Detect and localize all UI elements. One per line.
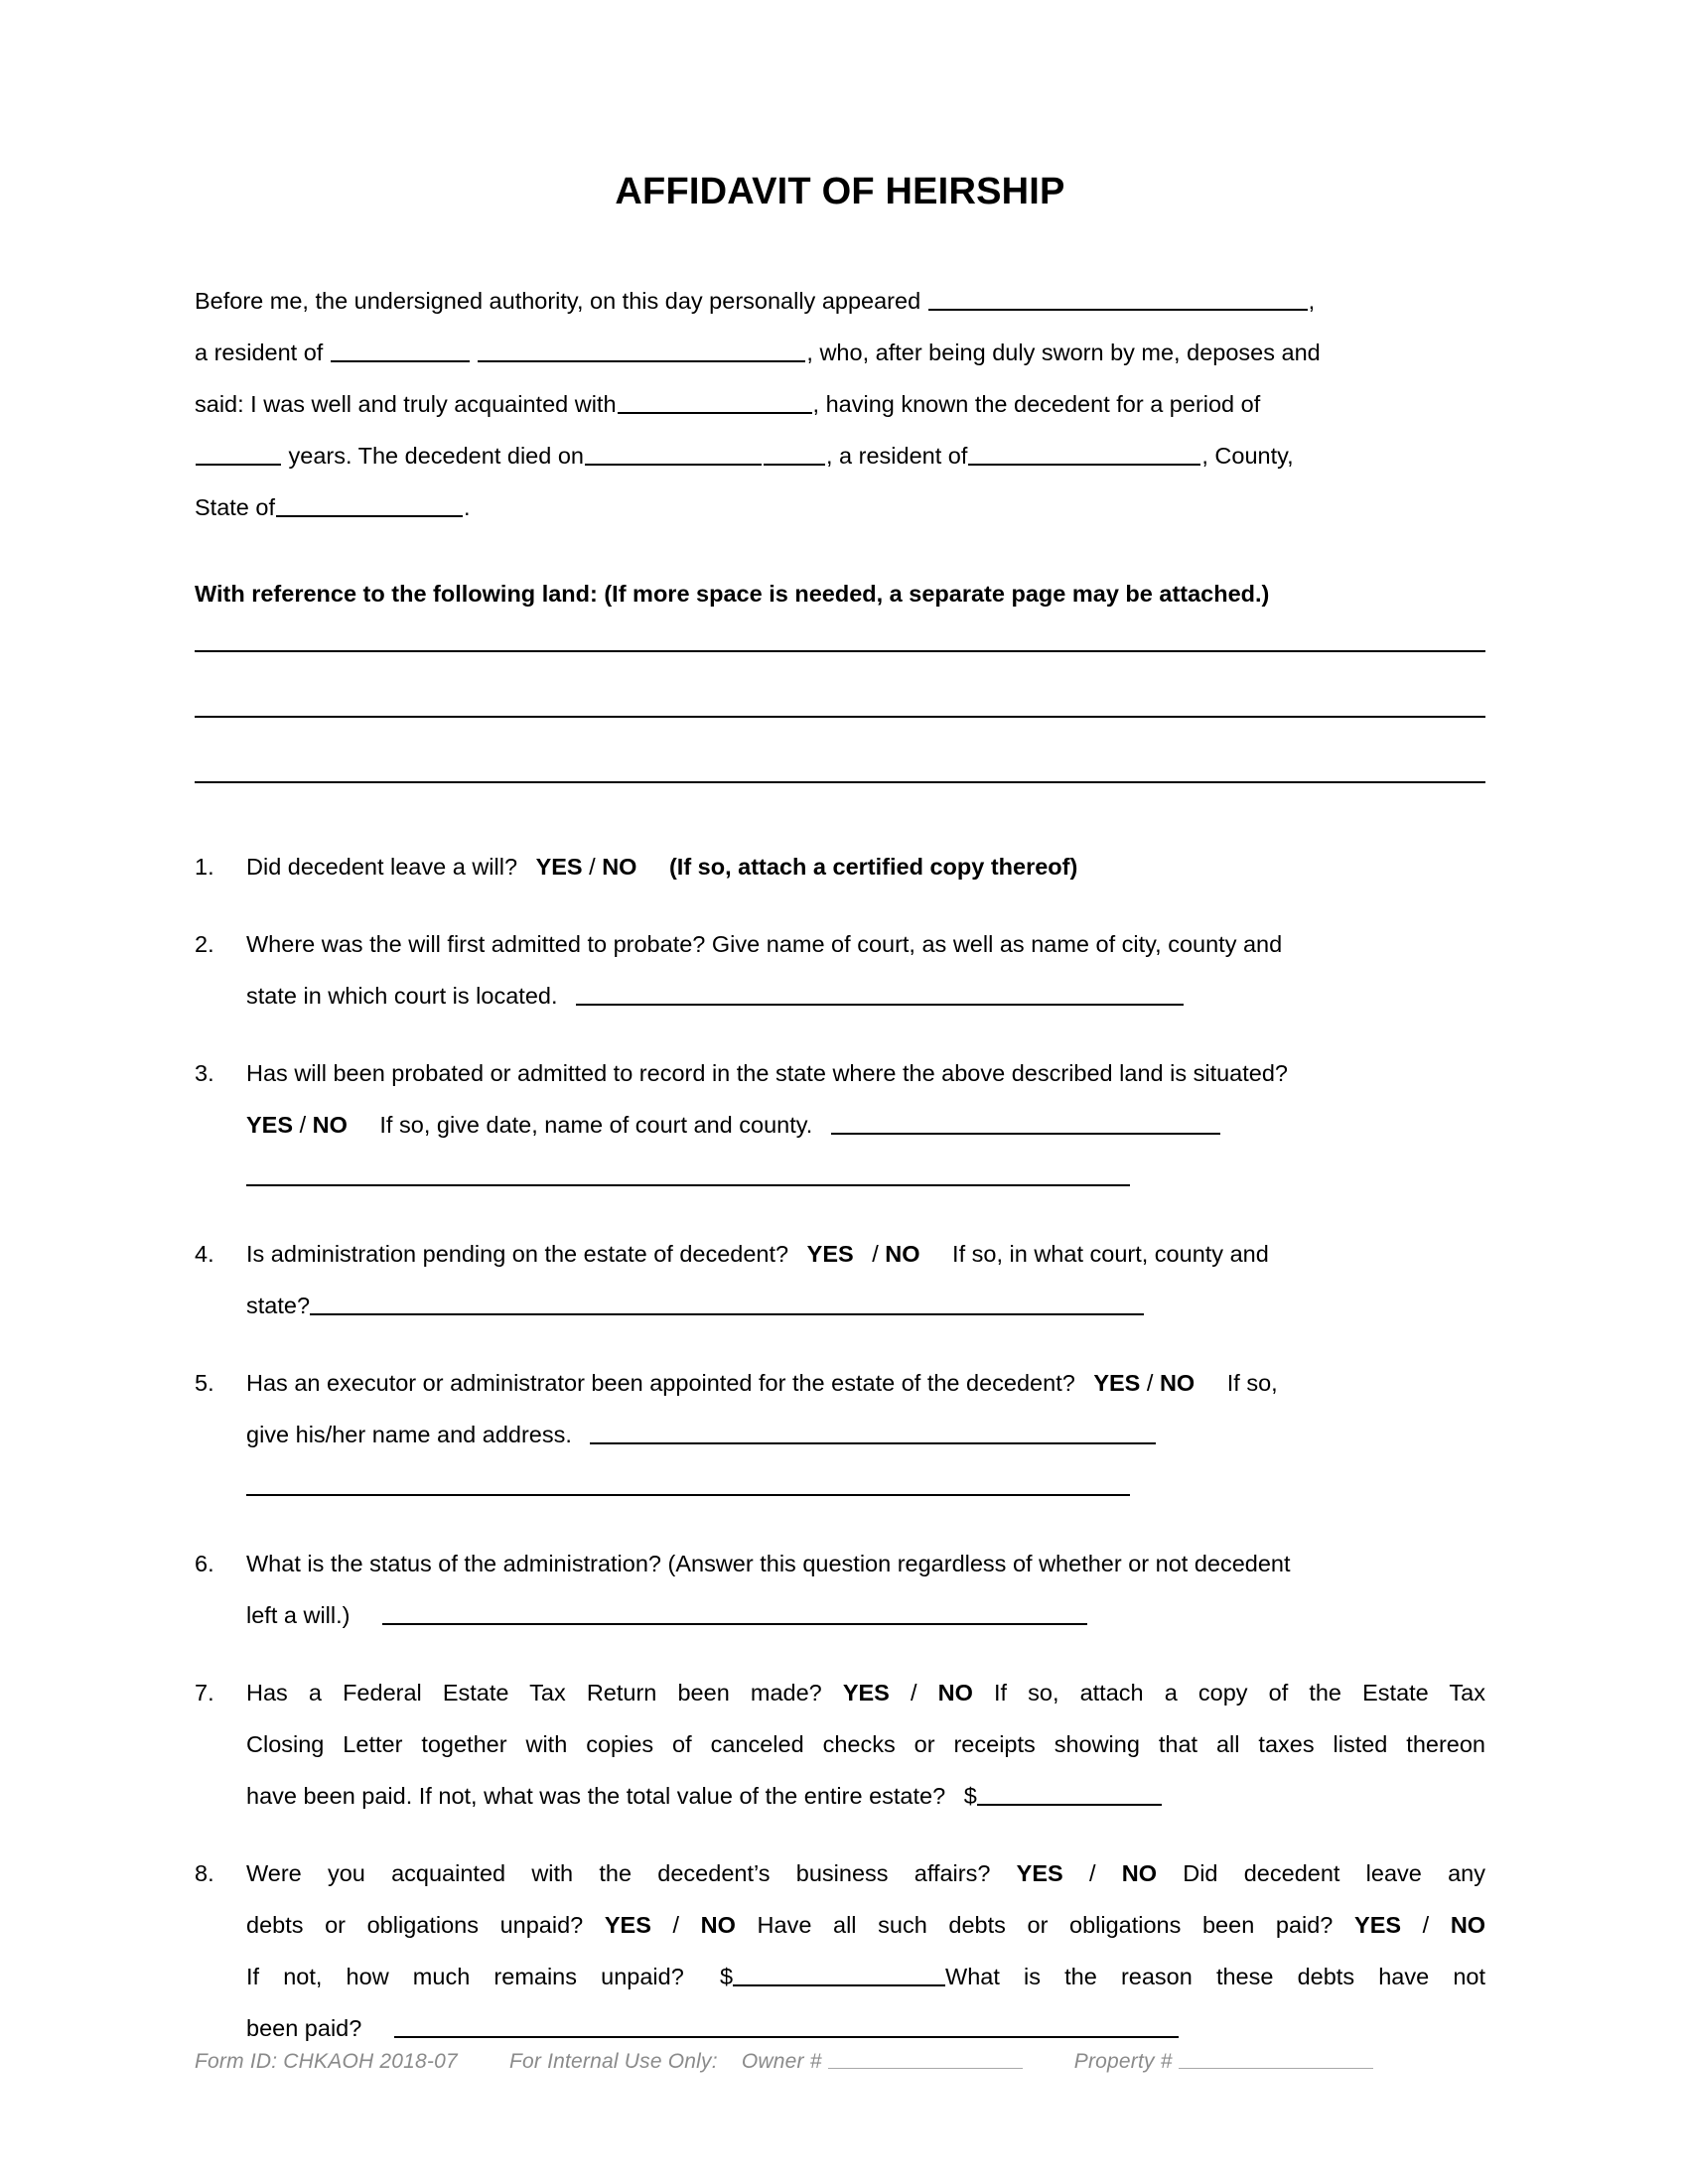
- intro-line-5: [195, 481, 1485, 533]
- land-description-line-2[interactable]: [195, 716, 1485, 718]
- question-8-line-4-text: been paid?: [246, 2015, 362, 2041]
- question-3-line-3: [246, 1151, 1485, 1202]
- land-reference-note: With reference to the following land: (If more space is needed, a separate page may be attached.): [195, 581, 1270, 607]
- fill-blank-years[interactable]: [196, 442, 281, 466]
- question-body-2: [246, 918, 1485, 1022]
- question-2-line-1: Where was the will first admitted to probate? Give name of court, as well as name of city, county and: [246, 931, 1283, 957]
- question-item-3: [195, 1047, 1485, 1202]
- answer-blank-q5-b[interactable]: [246, 1472, 1130, 1496]
- intro-line-2-text-b: , who, after being duly sworn by me, deposes and: [806, 340, 1321, 365]
- question-5-text-a: Has an executor or administrator been appointed for the estate of the decedent?: [246, 1370, 1075, 1396]
- question-8-yes-3[interactable]: YES: [1354, 1912, 1402, 1938]
- answer-blank-q3-b[interactable]: [246, 1162, 1130, 1186]
- question-4-no[interactable]: NO: [885, 1241, 920, 1267]
- intro-line-4-text-a: years. The decedent died on: [288, 443, 584, 469]
- question-number-3: 3.: [195, 1060, 214, 1086]
- intro-line-1-text-b: ,: [1308, 288, 1316, 314]
- question-body-5: [246, 1357, 1485, 1512]
- footer-property-blank[interactable]: [1179, 2050, 1373, 2069]
- question-6-line-2-text: left a will.): [246, 1602, 351, 1628]
- question-1-slash: /: [589, 854, 596, 880]
- question-item-4: [195, 1228, 1485, 1331]
- question-4-slash: /: [872, 1241, 879, 1267]
- question-body-3: [246, 1047, 1485, 1202]
- land-description-lines: [195, 650, 1485, 783]
- question-number-6: 6.: [195, 1551, 214, 1576]
- question-7-line-2: Closing Letter together with copies of canceled checks or receipts showing that all taxes listed thereon: [246, 1731, 1485, 1757]
- fill-blank-residence-1[interactable]: [331, 339, 470, 362]
- intro-line-3-text-a: said: I was well and truly acquainted with: [195, 391, 617, 417]
- question-body-7: [246, 1667, 1485, 1822]
- question-item-7: [195, 1667, 1485, 1822]
- question-8-no-2[interactable]: NO: [700, 1912, 736, 1938]
- question-5-slash: /: [1146, 1370, 1154, 1396]
- question-8-yes-1[interactable]: YES: [1016, 1860, 1063, 1886]
- question-1-text-b: (If so, attach a certified copy thereof): [668, 854, 1078, 880]
- question-3-no[interactable]: NO: [312, 1112, 348, 1138]
- intro-line-4-text-c: , County,: [1201, 443, 1294, 469]
- question-body-8: [246, 1847, 1485, 2054]
- land-description-line-1[interactable]: [195, 650, 1485, 652]
- question-7-line-1: [246, 1667, 1485, 1718]
- question-6-line-2: [246, 1589, 1485, 1641]
- land-description-line-3[interactable]: [195, 781, 1485, 783]
- question-5-no[interactable]: NO: [1159, 1370, 1196, 1396]
- question-5-line-1: [246, 1357, 1485, 1409]
- intro-paragraph: [195, 275, 1485, 533]
- question-7-line-3-text: have been paid. If not, what was the total value of the entire estate?: [246, 1783, 946, 1809]
- fill-blank-state[interactable]: [276, 493, 463, 517]
- question-8-line-3-text-b: What is the reason these debts have not: [945, 1964, 1486, 1989]
- question-3-line-2-text: If so, give date, name of court and county.: [379, 1112, 813, 1138]
- question-8-slash-3: /: [1422, 1912, 1430, 1938]
- question-8-slash-2: /: [672, 1912, 680, 1938]
- intro-line-3-text-b: , having known the decedent for a period of: [812, 391, 1261, 417]
- question-7-yes[interactable]: YES: [842, 1680, 890, 1706]
- footer-owner-blank[interactable]: [828, 2050, 1023, 2069]
- answer-blank-q2[interactable]: [576, 982, 1184, 1006]
- intro-line-5-text-a: State of: [195, 494, 275, 520]
- question-item-6: [195, 1538, 1485, 1641]
- intro-line-3: [195, 378, 1485, 430]
- footer-owner-label: Owner #: [741, 2050, 822, 2073]
- question-number-1: 1.: [195, 854, 214, 880]
- question-number-8: 8.: [195, 1860, 214, 1886]
- fill-blank-acquainted-with[interactable]: [618, 390, 812, 414]
- intro-line-5-text-b: .: [464, 494, 471, 520]
- intro-line-4-text-b: , a resident of: [825, 443, 968, 469]
- question-body-6: [246, 1538, 1485, 1641]
- question-number-5: 5.: [195, 1370, 214, 1396]
- answer-blank-q5-a[interactable]: [590, 1421, 1156, 1444]
- intro-line-2: [195, 327, 1485, 378]
- answer-blank-q7-amount[interactable]: [977, 1782, 1162, 1806]
- question-3-line-2: [246, 1099, 1485, 1151]
- answer-blank-q8-amount[interactable]: [733, 1963, 945, 1986]
- question-4-text-b: If so, in what court, county and: [952, 1241, 1269, 1267]
- question-5-line-2: [246, 1409, 1485, 1460]
- question-8-text-b: Did decedent leave any: [1183, 1860, 1486, 1886]
- question-8-no-1[interactable]: NO: [1121, 1860, 1157, 1886]
- question-8-line-2: [246, 1899, 1485, 1951]
- question-item-1: [195, 841, 1485, 892]
- question-5-text-b: If so,: [1226, 1370, 1278, 1396]
- question-8-money-symbol: $: [719, 1964, 734, 1989]
- question-item-2: [195, 918, 1485, 1022]
- question-item-5: [195, 1357, 1485, 1512]
- question-3-line-1: Has will been probated or admitted to record in the state where the above described land is situated?: [246, 1060, 1288, 1086]
- question-4-line-2-text: state?: [246, 1293, 311, 1318]
- answer-blank-q8-reason[interactable]: [394, 2014, 1179, 2038]
- intro-line-1: [195, 275, 1485, 327]
- question-5-line-2-text: give his/her name and address.: [246, 1422, 572, 1447]
- page-title: AFFIDAVIT OF HEIRSHIP: [615, 171, 1065, 212]
- intro-line-2-text-a: a resident of: [195, 340, 324, 365]
- question-7-text-b: If so, attach a copy of the Estate Tax: [993, 1680, 1485, 1706]
- question-body-4: [246, 1228, 1485, 1331]
- question-1-text-a: Did decedent leave a will?: [246, 854, 518, 880]
- footer-property-label: Property #: [1073, 2050, 1173, 2073]
- footer-form-id: Form ID: CHKAOH 2018-07: [195, 2050, 458, 2073]
- question-1-no[interactable]: NO: [602, 854, 637, 880]
- questions-list: [195, 841, 1485, 2054]
- question-5-yes[interactable]: YES: [1093, 1370, 1141, 1396]
- question-4-line-1: [246, 1228, 1485, 1280]
- question-8-line-3-text-a: If not, how much remains unpaid?: [246, 1964, 684, 1989]
- question-number-7: 7.: [195, 1680, 214, 1706]
- question-number-4: 4.: [195, 1241, 214, 1267]
- question-7-slash: /: [910, 1680, 917, 1706]
- question-8-line-1: [246, 1847, 1485, 1899]
- question-1-yes[interactable]: YES: [535, 854, 583, 880]
- question-4-yes[interactable]: YES: [806, 1241, 854, 1267]
- question-3-yes[interactable]: YES: [246, 1112, 294, 1138]
- page-footer: [195, 2050, 1485, 2074]
- question-7-money-symbol: $: [963, 1783, 977, 1809]
- question-3-slash: /: [299, 1112, 307, 1138]
- answer-blank-q6[interactable]: [382, 1601, 1087, 1625]
- answer-blank-q4[interactable]: [310, 1292, 1144, 1315]
- question-7-text-a: Has a Federal Estate Tax Return been made?: [246, 1680, 822, 1706]
- question-item-8: [195, 1847, 1485, 2054]
- question-7-line-3: [246, 1770, 1485, 1822]
- question-8-no-3[interactable]: NO: [1450, 1912, 1486, 1938]
- fill-blank-residence-2[interactable]: [478, 339, 805, 362]
- question-4-line-2: [246, 1280, 1485, 1331]
- question-body-1: [246, 841, 1485, 892]
- question-8-line-2-text-b: Have all such debts or obligations been paid?: [757, 1912, 1334, 1938]
- question-8-yes-2[interactable]: YES: [604, 1912, 651, 1938]
- question-8-line-3: [246, 1951, 1485, 2002]
- question-number-2: 2.: [195, 931, 214, 957]
- question-2-line-2: [246, 970, 1485, 1022]
- question-6-line-1: What is the status of the administration? (Answer this question regardless of whether or not decedent: [246, 1551, 1291, 1576]
- question-8-text-a: Were you acquainted with the decedent’s business affairs?: [246, 1860, 991, 1886]
- fill-blank-appeared[interactable]: [928, 287, 1308, 311]
- question-2-line-2-text: state in which court is located.: [246, 983, 558, 1009]
- question-7-no[interactable]: NO: [937, 1680, 973, 1706]
- answer-blank-q3-a[interactable]: [831, 1111, 1220, 1135]
- intro-line-1-text-a: Before me, the undersigned authority, on this day personally appeared: [195, 288, 921, 314]
- question-8-line-4: [246, 2002, 1485, 2054]
- question-5-line-3: [246, 1460, 1485, 1512]
- fill-blank-county[interactable]: [968, 442, 1200, 466]
- footer-internal-use-label: For Internal Use Only:: [508, 2050, 718, 2073]
- fill-blank-death-date-1[interactable]: [585, 442, 762, 466]
- question-8-line-2-text-a: debts or obligations unpaid?: [246, 1912, 584, 1938]
- fill-blank-death-date-2[interactable]: [764, 442, 825, 466]
- question-8-slash-1: /: [1088, 1860, 1096, 1886]
- question-4-text-a: Is administration pending on the estate of decedent?: [246, 1241, 789, 1267]
- document-content: [195, 0, 1485, 2080]
- intro-line-4: [195, 430, 1485, 481]
